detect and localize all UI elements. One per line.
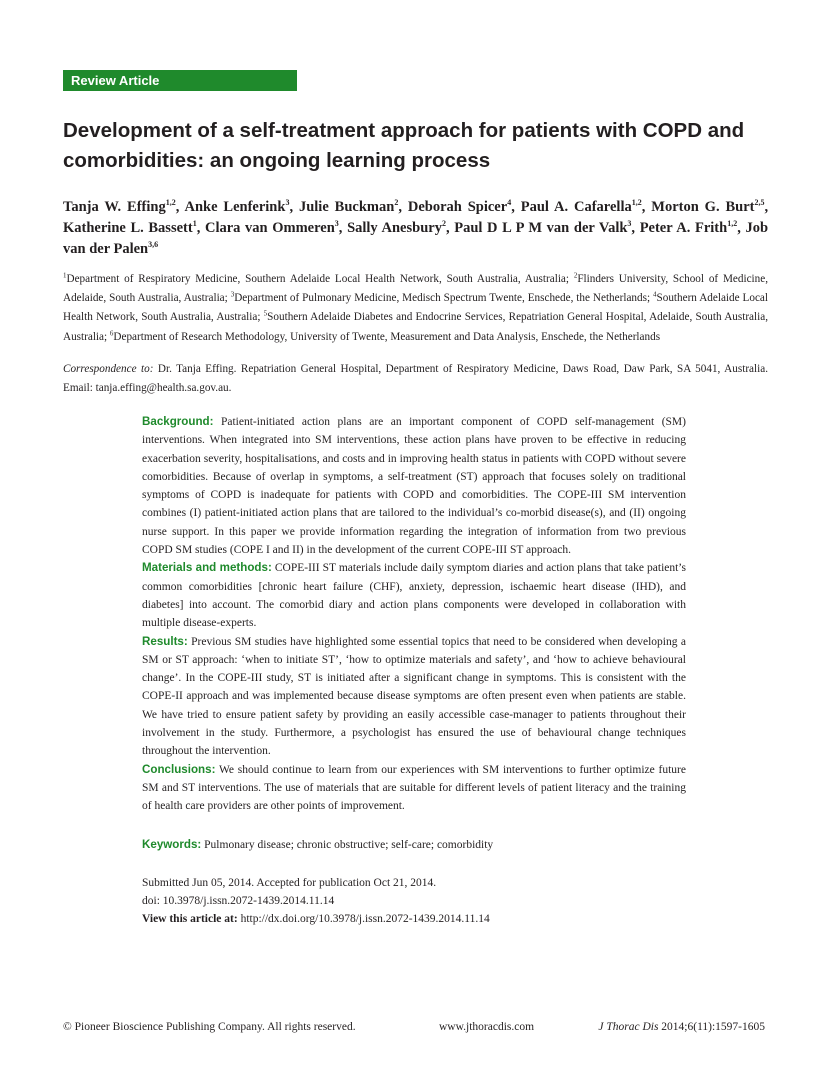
view-article-label: View this article at:	[142, 913, 238, 925]
author	[347, 220, 446, 236]
affiliation-text: Flinders University, School of Medicine, Adelaide, South Australia, Australia;	[63, 273, 768, 305]
methods-text: COPE-III ST materials include daily symptom diaries and action plans that take patient’s common comorbidities [chronic heart failure (CHF), anxiety, depression, ischaemic heart disease (IHD), and diabetes] into account. The comorbid diary and action plans components were developed in collaboration with multiple disease-experts.	[142, 562, 686, 630]
abstract-background	[142, 413, 686, 559]
article-title: Development of a self-treatment approach for patients with COPD and comorbidities: an ongoing learning process	[63, 119, 745, 172]
abstract-results	[142, 633, 686, 761]
background-text: Patient-initiated action plans are an important component of COPD self-management (SM) interventions. When integrated into SM interventions, these action plans have proven to be effective in reducing exacerbation severity, hospitalisations, and costs and in improving health status in patients with COPD without severe comorbidities. Because of overlap in symptoms, a self-treatment (ST) approach that focuses solely on traditional symptoms of COPD is inadequate for patients with COPD and comorbidities. The COPE-III SM intervention combines (I) patient-initiated action plans that are tailored to the individual’s co-morbid disease(s), and (II) ongoing nurse support. In this paper we provide information regarding the integration of information from two previous COPD SM studies (COPE I and II) in the development of the current COPE-III ST approach.	[142, 416, 686, 557]
author-name: Paul D L P M van der Valk	[454, 220, 628, 236]
author	[408, 199, 511, 215]
author	[63, 220, 197, 236]
article-meta	[142, 874, 686, 928]
affiliation-marker: 5	[263, 309, 268, 318]
affiliation-text: Southern Adelaide Local Health Network, South Australia, Australia;	[63, 292, 768, 324]
author-name: Julie Buckman	[298, 199, 395, 215]
keywords-text: Pulmonary disease; chronic obstructive; self-care; comorbidity	[201, 839, 494, 851]
footer-citation	[598, 1019, 765, 1035]
keywords-heading: Keywords:	[142, 838, 202, 851]
abstract-conclusions	[142, 761, 686, 816]
affiliation-text: Department of Pulmonary Medicine, Medisch Spectrum Twente, Enschede, the Netherlands;	[234, 292, 653, 305]
affiliations	[63, 270, 768, 347]
correspondence-text: Dr. Tanja Effing. Repatriation General Hospital, Department of Respiratory Medicine, Daws Road, Daw Park, SA 5041, Australia. Email: tanja.effing@health.sa.gov.au.	[63, 363, 768, 394]
conclusions-text: We should continue to learn from our experiences with SM interventions to further optimize future SM and ST interventions. The use of materials that are suitable for different levels of patient literacy and the training of health care providers are other points of improvement.	[142, 763, 686, 813]
author-name: Tanja W. Effing	[63, 199, 166, 215]
correspondence	[63, 360, 768, 398]
author	[184, 199, 289, 215]
author-name: Deborah Spicer	[407, 199, 508, 215]
author-name: Anke Lenferink	[184, 199, 286, 215]
author-name: Job van der Palen	[63, 220, 769, 257]
author	[521, 199, 642, 215]
author	[640, 220, 738, 236]
author-name: Clara van Ommeren	[204, 220, 335, 236]
author-name: Paul A. Cafarella	[520, 199, 632, 215]
affiliation-marker: 3	[230, 290, 235, 299]
footer-website[interactable]: www.jthoracdis.com	[439, 1021, 535, 1033]
author	[63, 199, 176, 215]
affiliation-text: Southern Adelaide Diabetes and Endocrine Services, Repatriation General Hospital, Adelaide, South Australia, Australia;	[63, 311, 768, 343]
affiliation-marker: 1	[63, 271, 67, 280]
abstract-methods	[142, 559, 686, 632]
author-name: Morton G. Burt	[651, 199, 755, 215]
background-heading: Background:	[142, 415, 214, 428]
article-type-badge: Review Article	[63, 70, 297, 91]
author-affiliation-marker: 2,5	[754, 198, 765, 208]
keywords	[142, 836, 686, 854]
affiliation-text: Department of Research Methodology, University of Twente, Measurement and Data Analysis, Enschede, the Netherlands	[113, 330, 661, 343]
abstract	[142, 413, 686, 816]
affiliation-marker: 2	[573, 271, 578, 280]
affiliation-marker: 6	[109, 328, 114, 337]
affiliation-marker: 4	[653, 290, 657, 299]
conclusions-heading: Conclusions:	[142, 762, 216, 776]
results-text: Previous SM studies have highlighted some essential topics that need to be considered when developing a SM or ST approach: ‘when to initiate ST’, ‘how to optimize materials and safety’, and ‘how to achieve behavioural change’. In the COPE-III study, ST is initiated after a significant change in symptoms. This is consistent with the COPE-II approach and was implemented because disease symptoms are often present even when patients are stable. We have tried to ensure patient safety by providing an easily accessible case-manager to patients throughout their involvement in the study. Furthermore, a psychologist has ensured the use of behavioural change techniques throughout the intervention.	[142, 635, 686, 758]
author-affiliation-marker: 3	[334, 219, 339, 229]
affiliation-text: Department of Respiratory Medicine, Southern Adelaide Local Health Network, South Australia, Australia;	[66, 273, 574, 285]
doi: doi: 10.3978/j.issn.2072-1439.2014.11.14	[142, 895, 335, 907]
author	[651, 199, 764, 215]
author-affiliation-marker: 3	[627, 219, 632, 229]
author-affiliation-marker: 4	[507, 198, 512, 208]
author-affiliation-marker: 1,2	[165, 198, 176, 208]
submission-dates: Submitted Jun 05, 2014. Accepted for publication Oct 21, 2014.	[142, 877, 437, 889]
author-affiliation-marker: 2	[441, 219, 446, 229]
author-affiliation-marker: 1	[192, 219, 197, 229]
footer-journal: J Thorac Dis	[598, 1021, 659, 1033]
footer-volume: 2014;6(11):1597-1605	[658, 1021, 765, 1033]
author-list: Tanja W. Effing$^{1,2}$, Anke Lenferink$^3$, Julie Buckman$^2$, Deborah Spicer$^4$, Paul A. Cafarella$^{1,2}$, Morton G. Burt$^{2,5}$, Katherine L. Bassett$^1$, Clara van Ommeren$^3$, Sally Anesbury$^2$, Paul D L P M van der Valk$^3$, Peter A. Frith$^{1,2}$, Job van der Palen$^{3,6}$	[63, 198, 769, 257]
methods-heading: Materials and methods:	[142, 561, 272, 575]
author-name: Sally Anesbury	[347, 220, 442, 236]
view-article-link[interactable]: http://dx.doi.org/10.3978/j.issn.2072-1439.2014.11.14	[237, 913, 490, 925]
author	[454, 220, 631, 236]
author	[299, 199, 398, 215]
correspondence-label: Correspondence to:	[63, 363, 154, 375]
author-affiliation-marker: 3	[285, 198, 290, 208]
results-heading: Results:	[142, 634, 188, 648]
author	[205, 220, 339, 236]
author-affiliation-marker: 1,2	[631, 198, 642, 208]
view-article	[142, 910, 686, 928]
author-affiliation-marker: 2	[394, 198, 399, 208]
author-affiliation-marker: 3,6	[148, 240, 159, 250]
author-affiliation-marker: 1,2	[727, 219, 738, 229]
footer-copyright: © Pioneer Bioscience Publishing Company. All rights reserved.	[63, 1021, 356, 1033]
author-name: Peter A. Frith	[639, 220, 728, 236]
author-name: Katherine L. Bassett	[63, 220, 193, 236]
